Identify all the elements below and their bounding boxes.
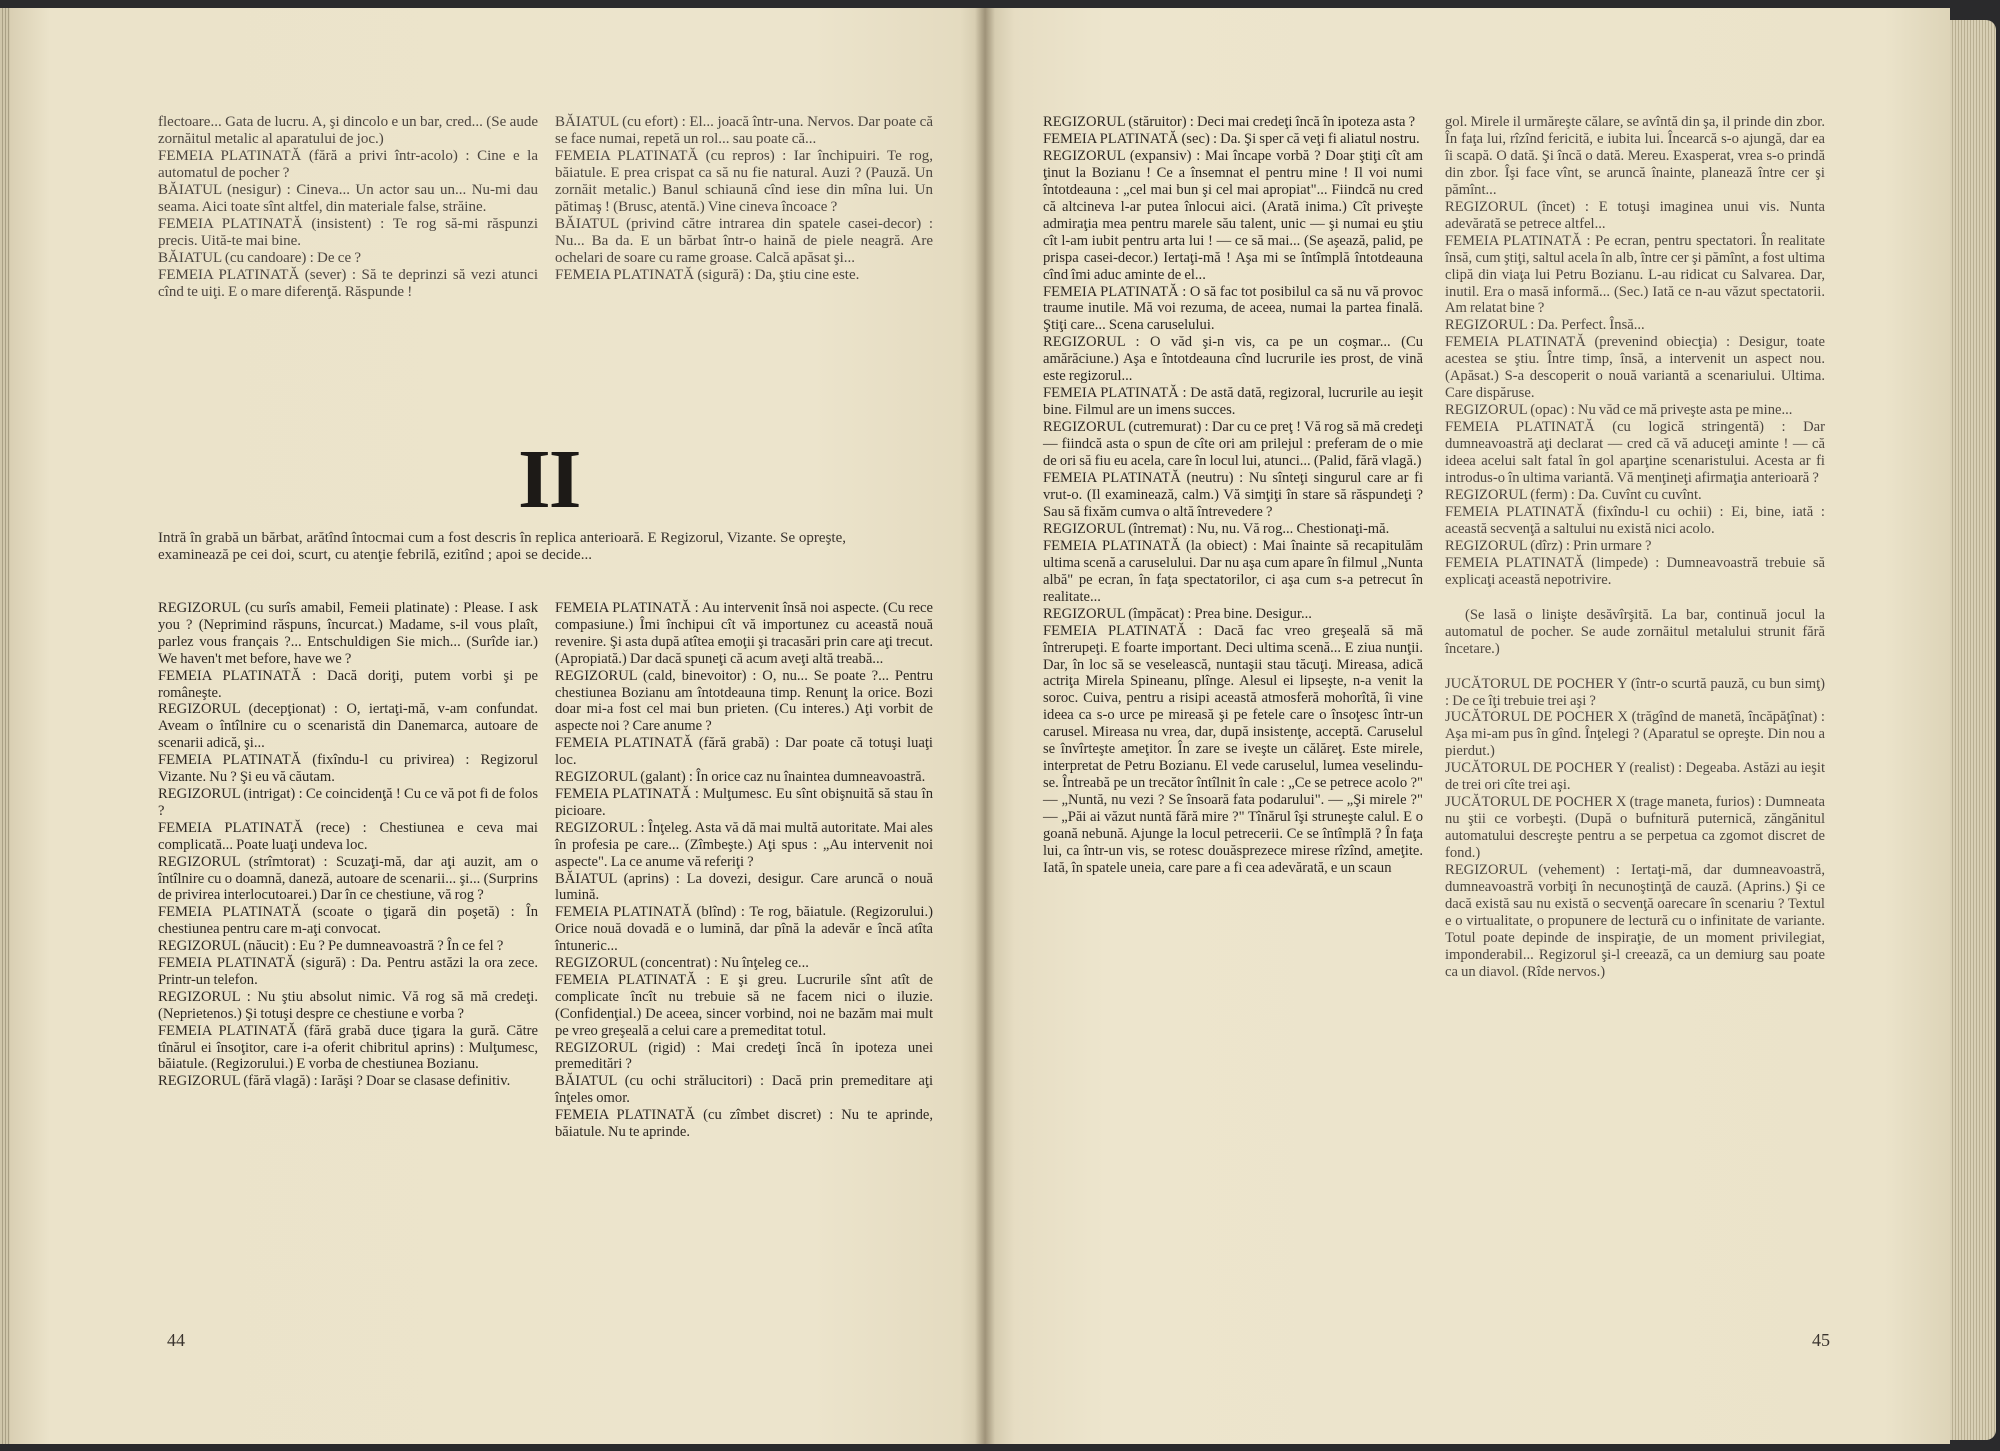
right-column-2-text: gol. Mirele il urmăreşte călare, se avîntă din şa, il prinde din zbor. În faţa lui, rîzînd fericită, e iubita lui. Încearcă s-o ajungă, dar ea îi scapă. O dată. Şi încă o dată. Mereu. Exasperat, vrea s-o prindă din zbor. Îşi face vînt, se aruncă înainte, planează între cer şi pămînt... REGIZORUL (încet) : E totuşi imaginea unui vis. Nunta adevărată se petrece altfel... FEMEIA PLATINATĂ : Pe ecran, pentru spectatori. În realitate însă, cum ştiţi, saltul acela în alb, între cer şi pămînt, a fost ultima clipă din viaţa lui Petru Bozianu. L-au ridicat cu Salvarea. Dar, inutil. Era o masă informă... (Sec.) Iată ce n-au văzut spectatorii. Am relatat bine ? REGIZORUL : Da. Perfect. Însă... FEMEIA PLATINATĂ (prevenind obiecţia) : Desigur, toate acestea se ştiu. Între timp, însă, a intervenit un aspect nou. (Apăsat.) S-a descoperit o nouă variantă a scenariului. Ultima. Care dispăruse. REGIZORUL (opac) : Nu văd ce mă priveşte asta pe mine... FEMEIA PLATINATĂ (cu logică stringentă) : Dar dumneavoastră aţi declarat — cred că vă aduceţi aminte ! — că ideea acelui salt fatal în gol aparţine scenaristului. Acesta ar fi introdus-o în ultima variantă. Vă menţineţi afirmaţia anterioară ? REGIZORUL (ferm) : Da. Cuvînt cu cuvînt. FEMEIA PLATINATĂ (fixîndu-l cu ochii) : Ei, bine, iată : această secvenţă a saltului nu există nici acolo. REGIZORUL (dîrz) : Prin urmare ? FEMEIA PLATINATĂ (limpede) : Dumneavoastră trebuie să explicaţi această nepotrivire. xyxy=(1445,114,1825,588)
chapter-heading: II xyxy=(518,433,580,526)
right-column-1: REGIZORUL (stăruitor) : Deci mai credeţi încă în ipoteza asta ? FEMEIA PLATINATĂ (sec) : Da. Şi sper că veţi fi aliatul nostru. REGIZORUL (expansiv) : Mai încape vorbă ? Doar ştiţi cît am ţinut la Bozianu ! Ce a însemnat el pentru mine ! Il voi numi întotdeauna : „cel mai bun şi cel mai apropiat"... Fiindcă nu cred că altcineva l-ar putea înlocui aici. (Arată inima.) Cît priveşte admiraţia mea pentru marele său talent, unic — şi numai eu ştiu cît l-am iubit pentru arta lui ! — ce să mai... (Se aşează, palid, pe prispa casei-decor.) Iertaţi-mă ! Aşa mi se întîmplă întotdeauna cînd îmi aduc aminte de el... FEMEIA PLATINATĂ : O să fac tot posibilul ca să nu vă provoc traume inutile. Mă voi rezuma, de aceea, numai la partea finală. Ştiţi care... Scena caruselului. REGIZORUL : O văd şi-n vis, ca pe un coşmar... (Cu amărăciune.) Aşa e întotdeauna cînd lucrurile ies prost, de vină este regizorul... FEMEIA PLATINATĂ : De astă dată, regizoral, lucrurile au ieşit bine. Filmul are un imens succes. REGIZORUL (cutremurat) : Dar cu ce preţ ! Vă rog să mă credeţi — fiindcă asta o spun de cîte ori am prilejul : preferam de o mie de ori să fiu eu acela, care în locul lui, atunci... (Palid, fără vlagă.) FEMEIA PLATINATĂ (neutru) : Nu sînteţi singurul care ar fi vrut-o. (Il examinează, calm.) Vă simţiţi în stare să răspundeţi ? Sau să fixăm cumva o altă întrevedere ? REGIZORUL (întremat) : Nu, nu. Vă rog... Chestionaţi-mă. FEMEIA PLATINATĂ (la obiect) : Mai înainte să recapitulăm ultima scenă a caruselului. Dar nu aşa cum apare în filmul „Nunta albă" pe ecran, în faţa spectatorilor, ci aşa cum s-a petrecut în realitate... REGIZORUL (împăcat) : Prea bine. Desigur... FEMEIA PLATINATĂ : Dacă fac vreo greşeală să mă întrerupeţi. E foarte important. Deci ultima scenă... E ziua nunţii. Dar, în loc să se veselească, nuntaşii stau tăcuţi. Mireasa, adică actriţa Mirela Spineanu, plînge. Alesul ei lipseşte, n-a venit la soroc. Cuiva, pentru a risipi această atmosferă mohorîtă, îi vine ideea ca s-o urce pe mireasă şi pe fetele care o însoţesc într-un carusel. Mireasa nu vrea, dar, după insistenţe, acceptă. Caruselul se învîrteşte ameţitor. În zare se iveşte un călăreţ. Este mirele, interpretat de Petru Bozianu. El vede caruselul, lumea veselindu-se. Întreabă pe un trecător întîlnit în cale : „Ce se petrece acolo ?" — „Nuntă, nu vezi ? Se însoară fata podarului". — „Şi mirele ?" — „Păi ai văzut nuntă fără mire ?" Tînărul îşi struneşte calul. E o goană nebună. Ajunge la locul petrecerii. Ce se întîmplă ? În faţa lui, ca într-un vis, se rotesc douăsprezece mirese rîzînd, ameţite. Iată, în spatele uneia, care pare a fi cea adevărată, e un scaun xyxy=(1043,114,1423,876)
left-bottom-column-2: FEMEIA PLATINATĂ : Au intervenit însă noi aspecte. (Cu rece compasiune.) Îmi închipui cît vă importunez cu această nouă revenire. Şi asta după atîtea emoţii şi tracasări prin care aţi trecut. (Apropiată.) Dar dacă spuneţi că acum aveţi altă treabă... REGIZORUL (cald, binevoitor) : O, nu... Se poate ?... Pentru chestiunea Bozianu am întotdeauna timp. Renunţ la orice. Bozi doar mi-a fost cel mai bun prieten. (Cu interes.) Aţi vorbit de aspecte noi ? Care anume ? FEMEIA PLATINATĂ (fără grabă) : Dar poate că totuşi luaţi loc. REGIZORUL (galant) : În orice caz nu înaintea dumneavoastră. FEMEIA PLATINATĂ : Mulţumesc. Eu sînt obişnuită să stau în picioare. REGIZORUL : Înţeleg. Asta vă dă mai multă autoritate. Mai ales în profesia pe care... (Zîmbeşte.) Aţi spus : „Au intervenit noi aspecte". La ce anume vă referiţi ? BĂIATUL (aprins) : La dovezi, desigur. Care aruncă o nouă lumină. FEMEIA PLATINATĂ (blînd) : Te rog, băiatule. (Regizorului.) Orice nouă dovadă e o lumină, dar pînă la adevăr e încă atîta întuneric... REGIZORUL (concentrat) : Nu înţeleg ce... FEMEIA PLATINATĂ : E şi greu. Lucrurile sînt atît de complicate încît nu trebuie să ne facem nici o iluzie. (Confidenţial.) De aceea, sincer vorbind, noi ne bazăm mai mult pe vreo greşeală a celui care a premeditat totul. REGIZORUL (rigid) : Mai credeţi încă în ipoteza unei premeditări ? BĂIATUL (cu ochi strălucitori) : Dacă prin premeditare aţi înţeles omor. FEMEIA PLATINATĂ (cu zîmbet discret) : Nu te aprinde, băiatule. Nu te aprinde. xyxy=(555,600,933,1141)
left-top-column-1: flectoare... Gata de lucru. A, şi dincolo e un bar, cred... (Se aude zornăitul metalic al aparatului de joc.) FEMEIA PLATINATĂ (fără a privi într-acolo) : Cine e la automatul de pocher ? BĂIATUL (nesigur) : Cineva... Un actor sau un... Nu-mi dau seama. Aici toate sînt altfel, din materiale false, străine. FEMEIA PLATINATĂ (insistent) : Te rog să-mi răspunzi precis. Uită-te mai bine. BĂIATUL (cu candoare) : De ce ? FEMEIA PLATINATĂ (sever) : Să te deprinzi să vezi atunci cînd te uiţi. E o mare diferenţă. Răspunde ! xyxy=(158,114,538,300)
left-top-column-2: BĂIATUL (cu efort) : El... joacă într-una. Nervos. Dar poate că se face numai, repetă un rol... sau poate că... FEMEIA PLATINATĂ (cu repros) : Iar închipuiri. Te rog, băiatule. E prea crispat ca să nu fie natural. Auzi ? (Pauză. Un zornăit metalic.) Banul schiaună cînd iese din mîna lui. Un pătimaş ! (Brusc, atentă.) Vine cineva încoace ? BĂIATUL (privind către intrarea din spatele casei-decor) : Nu... Ba da. E un bărbat într-o haină de piele neagră. Are ochelari de soare cu rame groase. Calcă apăsat şi... FEMEIA PLATINATĂ (sigură) : Da, ştiu cine este. xyxy=(555,114,933,283)
left-bottom-column-1: REGIZORUL (cu surîs amabil, Femeii platinate) : Please. I ask you ? (Neprimind răspuns, încurcat.) Madame, s-il vous plaît, parlez vous français ?... Entschuldigen Sie mich... (Surîde iar.) We haven't met before, have we ? FEMEIA PLATINATĂ : Dacă doriţi, putem vorbi şi pe româneşte. REGIZORUL (decepţionat) : O, iertaţi-mă, v-am confundat. Aveam o întîlnire cu o scenaristă din Danemarca, autoare de scenarii adică, şi... FEMEIA PLATINATĂ (fixîndu-l cu privirea) : Regizorul Vizante. Nu ? Şi eu vă căutam. REGIZORUL (intrigat) : Ce coincidenţă ! Cu ce vă pot fi de folos ? FEMEIA PLATINATĂ (rece) : Chestiunea e ceva mai complicată... Poate luaţi undeva loc. REGIZORUL (strîmtorat) : Scuzaţi-mă, dar aţi auzit, am o întîlnire cu o doamnă, daneză, autoare de scenarii... şi... (Surprins de privirea interlocutoarei.) Dar în ce chestiune, vă rog ? FEMEIA PLATINATĂ (scoate o ţigară din poşetă) : În chestiunea pentru care m-aţi convocat. REGIZORUL (năucit) : Eu ? Pe dumneavoastră ? În ce fel ? FEMEIA PLATINATĂ (sigură) : Da. Pentru astăzi la ora zece. Printr-un telefon. REGIZORUL : Nu ştiu absolut nimic. Vă rog să mă credeţi. (Neprietenos.) Şi totuşi despre ce chestiune e vorba ? FEMEIA PLATINATĂ (fără grabă duce ţigara la gură. Către tînărul ei însoţitor, care i-a oferit chibritul aprins) : Mulţumesc, băiatule. (Regizorului.) E vorba de chestiunea Bozianu. REGIZORUL (fără vlagă) : Iarăşi ? Doar se clasase definitiv. xyxy=(158,600,538,1090)
right-page xyxy=(985,8,1950,1444)
right-column-2 xyxy=(1445,114,1825,981)
right-page-edges xyxy=(1950,20,1996,1440)
left-page-edges xyxy=(0,8,10,1444)
page-number-right: 45 xyxy=(1812,1330,1830,1350)
book-spine-gutter xyxy=(975,8,995,1444)
left-page xyxy=(10,8,985,1444)
right-column-2-end: JUCĂTORUL DE POCHER Y (într-o scurtă pauză, cu bun simţ) : De ce îţi trebuie trei aşi ? JUCĂTORUL DE POCHER X (trăgînd de manetă, încăpăţînat) : Aşa mi-am pus în gînd. Înţelegi ? (Aparatul se opreşte. Din nou a pierdut.) JUCĂTORUL DE POCHER Y (realist) : Degeaba. Astăzi au ieşit de trei ori cîte trei aşi. JUCĂTORUL DE POCHER X (trage maneta, furios) : Dumneata nu ştii ce vorbeşti. (După o bufnitură puternică, zăngănitul automatului descreşte pentru a se perpetua ca zgomot discret de fond.) REGIZORUL (vehement) : Iertaţi-mă, dar dumneavoastră, dumneavoastră vorbiţi în necunoştinţă de cauză. (Aprins.) Şi ce dacă există sau nu există o secvenţă oarecare în scenariu ? Textul e o virtualitate, o propunere de lectură cu o infinitate de variante. Totul poate depinde de inspiraţie, de un moment privilegiat, imponderabil... Regizorul şi-l creează, ca un demiurg sau poate ca un diavol. (Rîde nervos.) xyxy=(1445,675,1825,980)
stage-direction: Intră în grabă un bărbat, arătînd întocmai cum a fost descris în replica anterioară. E Regizorul, Vizante. Se opreşte, examinează pe cei doi, scurt, cu atenţie febrilă, ezitînd ; apoi se decide... xyxy=(158,530,846,563)
right-stage-direction: (Se lasă o linişte desăvîrşită. La bar, continuă jocul la automatul de pocher. Se aude zornăitul metalului strunit fără încetare.) xyxy=(1445,606,1825,657)
page-number-left: 44 xyxy=(167,1330,185,1350)
